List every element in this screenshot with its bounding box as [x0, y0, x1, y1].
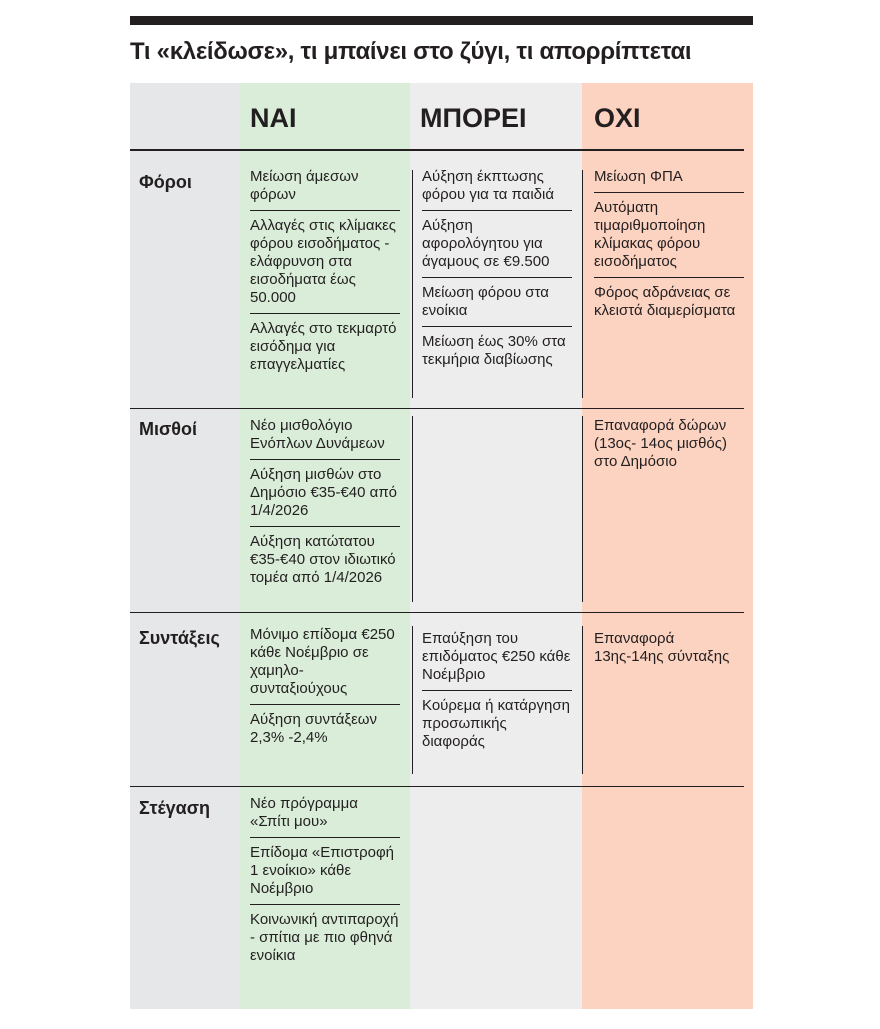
cell-taxes-maybe — [422, 168, 572, 375]
list-item: Αύξηση αφορολόγητου για άγαμους σε €9.500 — [422, 217, 572, 278]
cell-salaries-yes — [250, 417, 400, 593]
column-separator — [582, 170, 583, 398]
list-item: Αύξηση κατώτατου €35-€40 στον ιδιωτικό τομέα από 1/4/2026 — [250, 533, 396, 586]
row-divider — [130, 408, 744, 409]
column-header-yes: ΝΑΙ — [250, 103, 297, 133]
column-separator — [582, 626, 583, 774]
cell-salaries-no — [594, 417, 744, 477]
header-divider — [130, 149, 744, 151]
cell-pensions-maybe — [422, 630, 572, 757]
list-item: Κούρεμα ή κατάργηση προσωπικής διαφοράς — [422, 697, 570, 750]
row-label-column-bg — [130, 83, 240, 1009]
list-item: Επαύξηση του επιδόματος €250 κάθε Νοέμβριο — [422, 630, 572, 691]
row-divider — [130, 786, 744, 787]
column-separator — [412, 170, 413, 398]
cell-housing-yes — [250, 795, 400, 971]
column-header-maybe: ΜΠΟΡΕΙ — [420, 103, 527, 133]
row-label-pensions: Συντάξεις — [139, 628, 220, 648]
list-item: Αυτόματη τιμαριθμοποίηση κλίμακας φόρου εισοδήματος — [594, 199, 744, 278]
column-separator — [582, 416, 583, 602]
column-separator — [412, 626, 413, 774]
cell-pensions-no — [594, 630, 744, 672]
list-item: Αλλαγές στο τεκμαρτό εισόδημα για επαγγελματίες — [250, 320, 397, 373]
cell-taxes-no — [594, 168, 744, 326]
list-item: Αλλαγές στις κλίμακες φόρου εισοδήματος - ελάφρυνση στα εισοδήματα έως 50.000 — [250, 217, 400, 314]
column-separator — [412, 416, 413, 602]
row-label-salaries: Μισθοί — [139, 419, 198, 439]
row-label-taxes: Φόροι — [139, 172, 192, 192]
list-item: Επαναφορά 13ης-14ης σύνταξης — [594, 630, 730, 665]
top-rule — [130, 16, 753, 25]
row-label-housing: Στέγαση — [139, 798, 211, 818]
list-item: Μείωση άμεσων φόρων — [250, 168, 400, 211]
list-item: Μόνιμο επίδομα €250 κάθε Νοέμβριο σε χαμηλο-συνταξιούχους — [250, 626, 400, 705]
column-header-no: ΟΧΙ — [594, 103, 641, 133]
list-item: Αύξηση έκπτωσης φόρου για τα παιδιά — [422, 168, 572, 211]
list-item: Νέο μισθολόγιο Ενόπλων Δυνάμεων — [250, 417, 400, 460]
list-item: Νέο πρόγραμμα «Σπίτι μου» — [250, 795, 400, 838]
list-item: Επίδομα «Επιστροφή 1 ενοίκιο» κάθε Νοέμβριο — [250, 844, 400, 905]
list-item: Κοινωνική αντιπαροχή - σπίτια με πιο φθηνά ενοίκια — [250, 911, 399, 964]
cell-pensions-yes — [250, 626, 400, 753]
list-item: Μείωση ΦΠΑ — [594, 168, 744, 193]
list-item: Αύξηση συντάξεων 2,3% -2,4% — [250, 711, 377, 746]
list-item: Αύξηση μισθών στο Δημόσιο €35-€40 από 1/4/2026 — [250, 466, 400, 527]
cell-taxes-yes — [250, 168, 400, 380]
list-item: Φόρος αδράνειας σε κλειστά διαμερίσματα — [594, 284, 736, 319]
list-item: Επαναφορά δώρων (13ος- 14ος μισθός) στο Δημόσιο — [594, 417, 727, 470]
row-divider — [130, 612, 744, 613]
list-item: Μείωση φόρου στα ενοίκια — [422, 284, 572, 327]
list-item: Μείωση έως 30% στα τεκμήρια διαβίωσης — [422, 333, 566, 368]
page-title: Τι «κλείδωσε», τι μπαίνει στο ζύγι, τι απορρίπτεται — [130, 38, 692, 65]
